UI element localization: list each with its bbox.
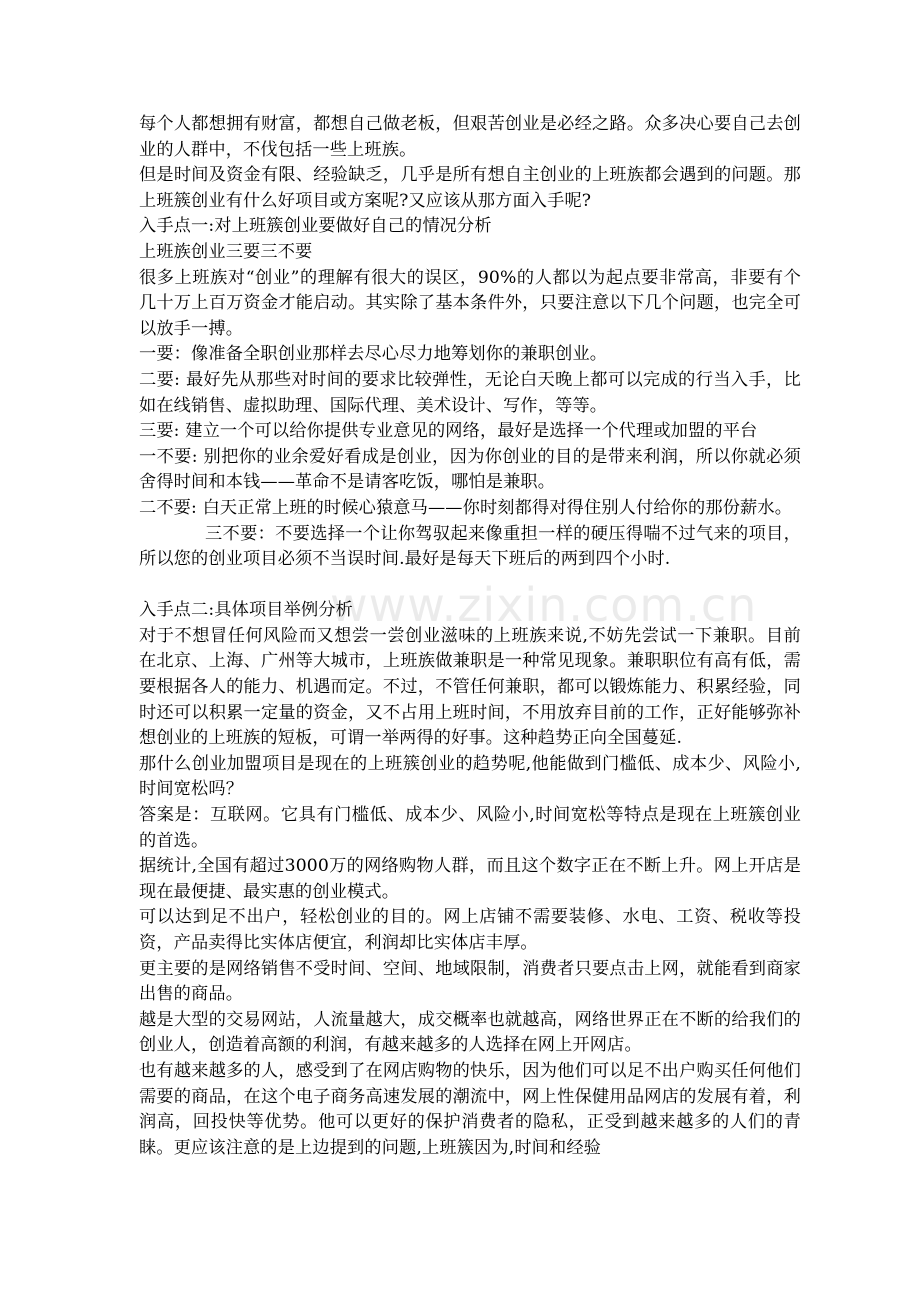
rule-do-2: 二要: 最好先从那些对时间的要求比较弹性，无论白天晚上都可以完成的行当入手，比如在线销售、虚拟助理、国际代理、美术设计、写作，等等。 — [139, 369, 801, 416]
document-body — [139, 112, 801, 1161]
watermark: www.zixin.com.cn — [330, 578, 758, 632]
rule-dont-2: 二不要: 白天正常上班的时候心猿意马——你时刻都得对得住别人付给你的那份薪水。 — [139, 497, 793, 518]
paragraph-answer: 答案是：互联网。它具有门槛低、成本少、风险小,时间宽松等特点是现在上班簇创业的首选。 — [139, 805, 801, 851]
paragraph-problem: 但是时间及资金有限、经验缺乏，几乎是所有想自主创业的上班族都会遇到的问题。那上班簇创业有什么好项目或方案呢?又应该从那方面入手呢? — [139, 165, 801, 211]
paragraph-intro: 每个人都想拥有财富，都想自己做老板，但艰苦创业是必经之路。众多决心要自己去创业的人群中，不伐包括一些上班族。 — [139, 114, 801, 160]
paragraph-shopping: 也有越来越多的人，感受到了在网店购物的快乐，因为他们可以足不出户购买任何他们需要的商品，在这个电子商务高速发展的潮流中，网上性保健用品网店的发展有着，利润高，回投快等优势。他可以更好的保护消费者的隐私，正受到越来越多的人们的青睐。更应该注意的是上边提到的问题,上班簇因为,时间和经验 — [139, 1060, 801, 1158]
rule-do-1: 一要：像准备全职创业那样去尽心尽力地筹划你的兼职创业。 — [139, 344, 608, 365]
paragraph-misconception: 很多上班族对“创业”的理解有很大的误区，90%的人都以为起点要非常高，非要有个几十万上百万资金才能启动。其实除了基本条件外，只要注意以下几个问题，也完全可以放手一搏。 — [139, 267, 801, 339]
paragraph-large-sites: 越是大型的交易网站，人流量越大，成交概率也就越高，网络世界正在不断的给我们的创业人，创造着高额的利润，有越来越多的人选择在网上开网店。 — [139, 1009, 801, 1056]
rule-dont-1: 一不要: 别把你的业余爱好看成是创业，因为你创业的目的是带来利润，所以你就必须舍得时间和本钱——革命不是请客吃饭，哪怕是兼职。 — [139, 446, 801, 493]
paragraph-part-time: 对于不想冒任何风险而又想尝一尝创业滋味的上班族来说,不妨先尝试一下兼职。目前在北京、上海、广州等大城市，上班族做兼职是一种常见现象。兼职职位有高有低，需要根据各人的能力、机遇而定。不过，不管任何兼职，都可以锻炼能力、积累经验，同时还可以积累一定量的资金，又不占用上班时间，不用放弃目前的工作，正好能够弥补想创业的上班族的短板，可谓一举两得的好事。这种趋势正向全国蔓延. — [139, 625, 801, 749]
subheading-three-dos-donts: 上班族创业三要三不要 — [139, 241, 313, 262]
section-heading-1: 入手点一:对上班簇创业要做好自己的情况分析 — [139, 216, 492, 237]
rule-do-3: 三要: 建立一个可以给你提供专业意见的网络，最好是选择一个代理或加盟的平台 — [139, 421, 758, 442]
paragraph-no-limits: 更主要的是网络销售不受时间、空间、地域限制，消费者只要点击上网，就能看到商家出售的商品。 — [139, 958, 801, 1005]
rule-dont-3: 三不要：不要选择一个让你驾驭起来像重担一样的硬压得喘不过气来的项目，所以您的创业项目必须不当误时间.最好是每天下班后的两到四个小时. — [139, 523, 801, 570]
blank-line — [139, 573, 801, 599]
section-heading-2: 入手点二:具体项目举例分析 — [139, 600, 353, 621]
paragraph-statistics: 据统计,全国有超过3000万的网络购物人群，而且这个数字正在不断上升。网上开店是现在最便捷、最实惠的创业模式。 — [139, 856, 801, 902]
paragraph-benefits: 可以达到足不出户，轻松创业的目的。网上店铺不需要装修、水电、工资、税收等投资，产品卖得比实体店便宜，利润却比实体店丰厚。 — [139, 907, 801, 953]
paragraph-question: 那什么创业加盟项目是现在的上班簇创业的趋势呢,他能做到门槛低、成本少、风险小,时间宽松吗？ — [139, 753, 801, 800]
